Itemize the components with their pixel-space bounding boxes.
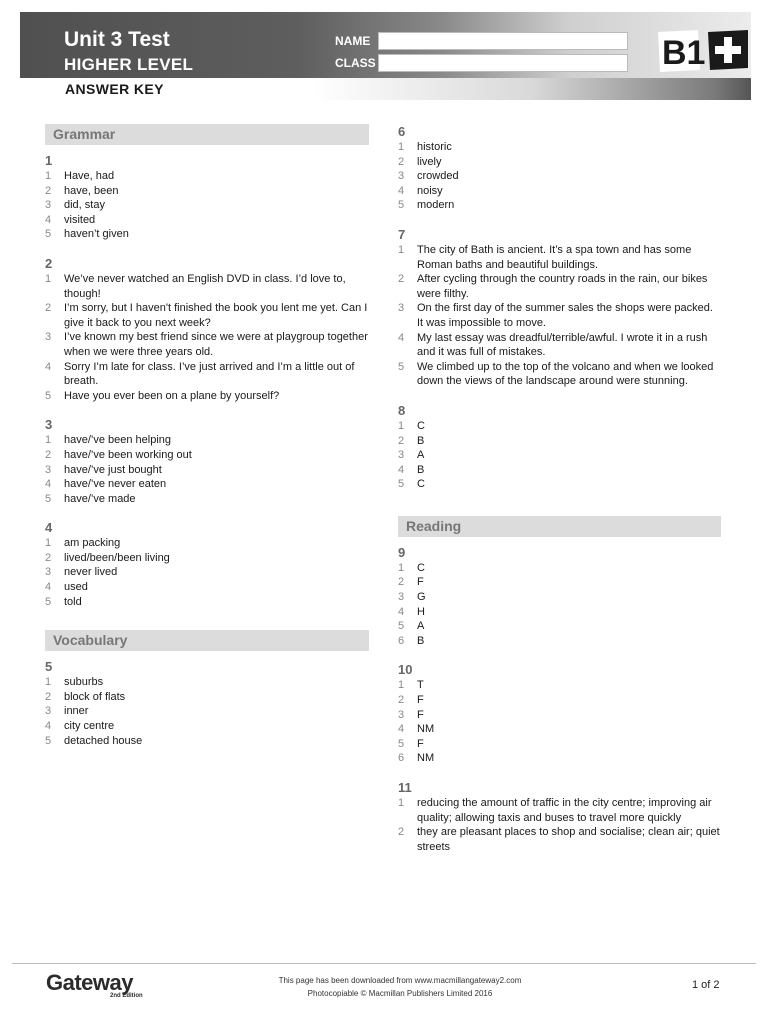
answer-text: have/’ve made bbox=[64, 492, 136, 505]
answer-row bbox=[45, 734, 369, 749]
answer-key-label: ANSWER KEY bbox=[65, 81, 164, 97]
answer-number: 5 bbox=[45, 389, 52, 402]
answer-number: 4 bbox=[45, 360, 52, 373]
question-number: 2 bbox=[45, 255, 53, 271]
answer-row bbox=[398, 575, 721, 590]
answer-number: 2 bbox=[398, 155, 405, 168]
answer-number: 2 bbox=[398, 273, 405, 286]
answer-text: Sorry I’m late for class. I’ve just arrived and I’m a little out of breath. bbox=[64, 360, 355, 388]
answer-text: have/’ve been working out bbox=[64, 448, 192, 461]
answer-number: 2 bbox=[45, 448, 52, 461]
answer-text: F bbox=[417, 737, 424, 750]
answer-row bbox=[45, 565, 369, 580]
answer-row bbox=[398, 693, 721, 708]
answer-row bbox=[45, 704, 369, 719]
answer-text: have/’ve just bought bbox=[64, 463, 162, 476]
answer-text: city centre bbox=[64, 720, 115, 733]
answer-text: C bbox=[417, 419, 425, 432]
question-number: 1 bbox=[45, 153, 53, 168]
answer-row bbox=[398, 360, 721, 389]
answer-number: 5 bbox=[398, 620, 405, 633]
answer-text: have/’ve been helping bbox=[64, 434, 172, 447]
answer-row bbox=[398, 796, 721, 825]
answer-text: F bbox=[417, 694, 424, 707]
answer-text: have, been bbox=[64, 184, 119, 197]
answer-number: 1 bbox=[45, 170, 52, 182]
answer-row bbox=[398, 634, 721, 649]
class-field[interactable] bbox=[378, 54, 628, 72]
answer-number: 2 bbox=[45, 551, 52, 564]
question-number: 7 bbox=[398, 226, 406, 242]
question-3 bbox=[45, 417, 369, 506]
answer-row bbox=[45, 330, 369, 359]
answer-row bbox=[45, 389, 369, 404]
answer-number: 4 bbox=[45, 478, 52, 491]
class-label: CLASS bbox=[335, 56, 376, 70]
answer-number: 3 bbox=[45, 566, 52, 579]
answer-row bbox=[398, 169, 721, 184]
answer-row bbox=[45, 213, 369, 228]
answer-row bbox=[398, 678, 721, 693]
question-4 bbox=[45, 520, 369, 609]
answer-text: F bbox=[417, 576, 424, 589]
answer-text: T bbox=[417, 679, 424, 692]
answer-number: 1 bbox=[45, 272, 52, 285]
answer-number: 4 bbox=[398, 605, 405, 618]
copyright-note: Photocopiable © Macmillan Publishers Limited 2016 bbox=[307, 989, 493, 998]
answer-row bbox=[45, 227, 369, 242]
answer-text: We climbed up to the top of the volcano and when we looked down the views of the landscape around were stunning. bbox=[417, 360, 714, 388]
answer-number: 1 bbox=[45, 676, 52, 689]
answer-row bbox=[398, 708, 721, 723]
answer-text: G bbox=[417, 591, 426, 604]
question-number: 4 bbox=[45, 520, 53, 536]
answer-row bbox=[45, 184, 369, 199]
question-9 bbox=[398, 545, 721, 649]
answer-number: 3 bbox=[398, 170, 405, 183]
answer-row bbox=[398, 243, 721, 272]
answer-row bbox=[45, 492, 369, 507]
answer-text: inner bbox=[64, 705, 89, 718]
answer-row bbox=[45, 198, 369, 213]
answer-row bbox=[45, 690, 369, 705]
answer-text: historic bbox=[417, 141, 452, 153]
answer-text: My last essay was dreadful/terrible/awful. I wrote it in a rush and it was full of mistakes. bbox=[417, 331, 708, 359]
answer-row bbox=[398, 155, 721, 170]
answer-text: crowded bbox=[417, 170, 459, 183]
page-number: 1 of 2 bbox=[692, 979, 720, 991]
answer-text: F bbox=[417, 708, 424, 721]
answer-row bbox=[398, 419, 721, 434]
answer-number: 6 bbox=[398, 634, 405, 647]
question-1 bbox=[45, 153, 369, 242]
answer-text: After cycling through the country roads in the rain, our bikes were filthy. bbox=[417, 273, 708, 300]
gateway-logo: Gateway bbox=[46, 970, 133, 995]
answer-row bbox=[45, 448, 369, 463]
answer-text: modern bbox=[417, 199, 455, 212]
answer-number: 1 bbox=[398, 141, 405, 153]
level-badge-b1plus-icon bbox=[656, 28, 750, 72]
answer-row bbox=[45, 433, 369, 448]
question-8 bbox=[398, 403, 721, 492]
question-10 bbox=[398, 662, 721, 766]
test-title: Unit 3 Test bbox=[64, 28, 170, 51]
answer-text: Have you ever been on a plane by yourself? bbox=[64, 389, 280, 402]
answer-number: 3 bbox=[45, 463, 52, 476]
grammar-heading: Grammar bbox=[45, 124, 369, 145]
answer-row bbox=[45, 551, 369, 566]
question-2 bbox=[45, 256, 369, 403]
answer-text: reducing the amount of traffic in the city centre; improving air quality; allowing taxis and buses to travel more quickly bbox=[417, 797, 712, 824]
answer-number: 2 bbox=[45, 184, 52, 197]
answer-number: 3 bbox=[398, 302, 405, 315]
answer-number: 1 bbox=[398, 797, 405, 809]
answer-row bbox=[398, 140, 721, 155]
answer-row bbox=[45, 272, 369, 301]
question-6 bbox=[398, 124, 721, 213]
answer-text: On the first day of the summer sales the shops were packed. It was impossible to move. bbox=[417, 302, 713, 329]
answer-number: 1 bbox=[398, 419, 405, 432]
question-5 bbox=[45, 659, 369, 748]
answer-number: 1 bbox=[45, 434, 52, 447]
vocabulary-heading: Vocabulary bbox=[45, 630, 369, 651]
answer-number: 3 bbox=[398, 591, 405, 604]
answer-text: never lived bbox=[64, 566, 118, 579]
answer-number: 5 bbox=[45, 734, 52, 747]
question-7 bbox=[398, 227, 721, 389]
answer-number: 4 bbox=[398, 331, 405, 344]
answer-text: H bbox=[417, 605, 425, 618]
answer-row bbox=[45, 595, 369, 610]
answer-row bbox=[398, 434, 721, 449]
answer-text: A bbox=[417, 449, 425, 462]
answer-text: lively bbox=[417, 155, 442, 168]
left-column bbox=[45, 124, 369, 748]
answer-number: 4 bbox=[398, 723, 405, 736]
answer-text: B bbox=[417, 634, 425, 647]
answer-text: B bbox=[417, 434, 425, 447]
answer-row bbox=[398, 301, 721, 330]
question-number: 5 bbox=[45, 659, 53, 675]
answer-text: used bbox=[64, 581, 88, 594]
answer-number: 5 bbox=[398, 360, 405, 373]
test-header bbox=[20, 12, 751, 100]
answer-text: I’ve known my best friend since we were at playgroup together when we were three years old. bbox=[64, 331, 368, 358]
answer-row bbox=[45, 301, 369, 330]
answer-number: 3 bbox=[398, 449, 405, 462]
answer-row bbox=[398, 590, 721, 605]
answer-number: 2 bbox=[398, 434, 405, 447]
answer-text: suburbs bbox=[64, 676, 104, 689]
answer-text: detached house bbox=[64, 734, 143, 747]
reading-heading: Reading bbox=[398, 516, 721, 537]
answer-number: 1 bbox=[398, 561, 405, 574]
answer-text: C bbox=[417, 561, 425, 574]
answer-text: they are pleasant places to shop and socialise; clean air; quiet streets bbox=[417, 826, 720, 853]
right-column bbox=[398, 124, 721, 854]
answer-row bbox=[398, 198, 721, 213]
name-label: NAME bbox=[335, 34, 371, 48]
footer-divider bbox=[12, 963, 756, 964]
answer-text: We’ve never watched an English DVD in class. I’d love to, though! bbox=[64, 272, 346, 300]
answer-number: 4 bbox=[398, 184, 405, 197]
answer-row bbox=[398, 561, 721, 576]
answer-row bbox=[45, 463, 369, 478]
answer-text: I’m sorry, but I haven't finished the book you lent me yet. Can I give it back to you next week? bbox=[64, 302, 368, 329]
question-11 bbox=[398, 780, 721, 854]
answer-number: 1 bbox=[398, 243, 405, 256]
answer-number: 5 bbox=[45, 228, 52, 241]
answer-text: have/’ve never eaten bbox=[64, 478, 167, 491]
answer-row bbox=[398, 331, 721, 360]
answer-row bbox=[398, 737, 721, 752]
answer-row bbox=[398, 619, 721, 634]
answer-number: 5 bbox=[45, 595, 52, 608]
answer-row bbox=[45, 360, 369, 389]
answer-number: 2 bbox=[45, 302, 52, 315]
answer-text: lived/been/been living bbox=[64, 551, 170, 564]
download-note: This page has been downloaded from www.macmillangateway2.com bbox=[278, 976, 522, 985]
answer-number: 3 bbox=[45, 331, 52, 344]
test-level: HIGHER LEVEL bbox=[64, 55, 194, 74]
answer-text: Have, had bbox=[64, 170, 115, 182]
answer-row bbox=[45, 169, 369, 184]
answer-row bbox=[398, 722, 721, 737]
answer-number: 4 bbox=[45, 213, 52, 226]
question-number: 8 bbox=[398, 402, 406, 418]
answer-row bbox=[398, 272, 721, 301]
answer-row bbox=[398, 184, 721, 199]
answer-row bbox=[398, 448, 721, 463]
answer-number: 1 bbox=[45, 537, 52, 550]
answer-row bbox=[45, 477, 369, 492]
answer-row bbox=[45, 675, 369, 690]
answer-text: The city of Bath is ancient. It’s a spa town and has some Roman baths and beautiful buildings. bbox=[417, 243, 692, 271]
answer-number: 5 bbox=[45, 492, 52, 505]
answer-number: 3 bbox=[398, 708, 405, 721]
answer-text: NM bbox=[417, 752, 435, 765]
answer-number: 2 bbox=[398, 576, 405, 589]
name-field[interactable] bbox=[378, 32, 628, 50]
edition-label: 2nd Edition bbox=[110, 993, 143, 999]
answer-number: 3 bbox=[45, 705, 52, 718]
answer-number: 4 bbox=[45, 581, 52, 594]
answer-number: 5 bbox=[398, 737, 405, 750]
answer-text: A bbox=[417, 620, 425, 633]
answer-row bbox=[45, 719, 369, 734]
answer-text: am packing bbox=[64, 537, 121, 550]
answer-row bbox=[398, 605, 721, 620]
answer-number: 5 bbox=[398, 478, 405, 491]
answer-text: told bbox=[64, 595, 82, 608]
answer-text: visited bbox=[64, 213, 96, 226]
answer-text: did, stay bbox=[64, 199, 105, 212]
answer-text: haven’t given bbox=[64, 228, 129, 241]
svg-text:B1: B1 bbox=[662, 34, 706, 72]
answer-number: 2 bbox=[45, 690, 52, 703]
answer-text: noisy bbox=[417, 184, 443, 197]
question-number: 9 bbox=[398, 544, 406, 560]
answer-number: 5 bbox=[398, 199, 405, 212]
answer-row bbox=[398, 751, 721, 766]
answer-text: block of flats bbox=[64, 690, 126, 703]
answer-row bbox=[398, 463, 721, 478]
answer-text: C bbox=[417, 478, 425, 491]
answer-number: 6 bbox=[398, 752, 405, 765]
answer-text: NM bbox=[417, 723, 435, 736]
question-number: 10 bbox=[398, 662, 413, 678]
answer-number: 2 bbox=[398, 826, 405, 839]
answer-text: B bbox=[417, 463, 425, 476]
answer-row bbox=[398, 477, 721, 492]
answer-number: 3 bbox=[45, 199, 52, 212]
answer-number: 1 bbox=[398, 679, 405, 692]
answer-row bbox=[398, 825, 721, 854]
answer-number: 4 bbox=[398, 463, 405, 476]
question-number: 6 bbox=[398, 124, 406, 139]
answer-row bbox=[45, 536, 369, 551]
answer-row bbox=[45, 580, 369, 595]
question-number: 3 bbox=[45, 417, 53, 433]
answer-number: 4 bbox=[45, 720, 52, 733]
question-number: 11 bbox=[398, 780, 412, 795]
answer-number: 2 bbox=[398, 694, 405, 707]
